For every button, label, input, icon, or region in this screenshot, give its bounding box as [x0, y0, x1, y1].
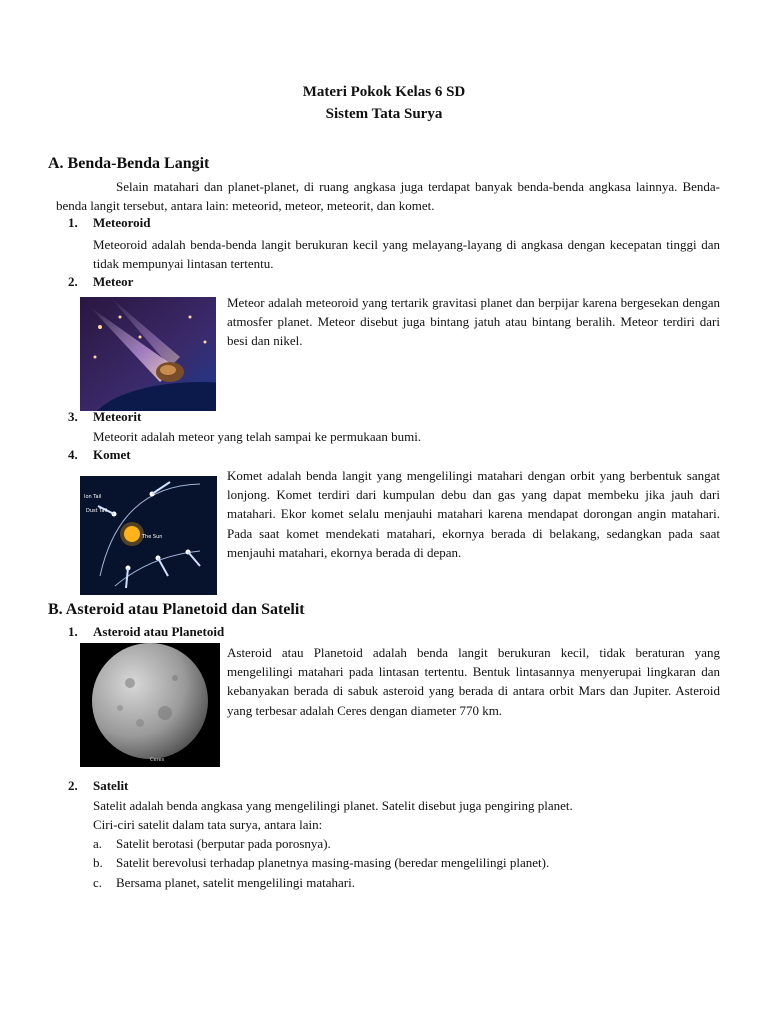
list-letter: a. — [93, 836, 103, 851]
asteroid-text: Asteroid atau Planetoid adalah benda langit berukuran kecil, tidak beraturan yang mengelilingi matahari pada lintasan tertentu. Bentuk lintasannya menyerupai lingkaran dan kebanyakan berada di sabuk asteroid yang berada di antara orbit Mars dan Jupiter. Asteroid yang terbesar adalah Ceres dengan diameter 770 km. — [227, 645, 720, 718]
item-number: 2. — [68, 274, 78, 289]
meteoroid-text: Meteoroid adalah benda-benda langit berukuran kecil yang melayang-layang di angkasa dengan kecepatan tinggi dan tidak mempunyai lintasan tertentu. — [93, 237, 720, 272]
item-title-meteoroid: Meteoroid — [93, 215, 151, 230]
item-number: 2. — [68, 778, 78, 793]
item-title-asteroid: Asteroid atau Planetoid — [93, 624, 225, 639]
list-letter: b. — [93, 855, 103, 870]
satelit-text: Satelit adalah benda angkasa yang mengelilingi planet. Satelit disebut juga pengiring planet. — [93, 798, 573, 813]
list-item: Bersama planet, satelit mengelilingi matahari. — [116, 875, 355, 890]
meteor-text: Meteor adalah meteoroid yang tertarik gravitasi planet dan berpijar karena bergesekan dengan atmosfer planet. Meteor disebut juga bintang jatuh atau bintang beralih. Meteor terdiri dari besi dan nikel. — [227, 295, 720, 349]
meteor-image — [80, 297, 216, 411]
item-number: 3. — [68, 409, 78, 424]
doc-subtitle: Sistem Tata Surya — [325, 106, 443, 122]
list-letter: c. — [93, 875, 103, 890]
section-b-heading: B. Asteroid atau Planetoid dan Satelit — [48, 601, 305, 618]
doc-title: Materi Pokok Kelas 6 SD — [302, 84, 466, 100]
item-number: 1. — [68, 215, 78, 230]
komet-text: Komet adalah benda langit yang mengelilingi matahari dengan orbit yang berbentuk sangat lonjong. Komet terdiri dari kumpulan debu dan gas yang dapat membeku jika jauh dari matahari. Ekor komet selalu menjauhi matahari karena mendapat dorongan angin matahari. Pada saat komet mendekati matahari, ekornya berada di belakang, sedangkan pada saat menjauhi matahari, ekornya berada di depan. — [227, 468, 720, 560]
item-number: 4. — [68, 447, 78, 462]
comet-diagram-image — [80, 476, 217, 595]
meteorit-text: Meteorit adalah meteor yang telah sampai ke permukaan bumi. — [93, 429, 422, 444]
section-a-heading: A. Benda-Benda Langit — [48, 155, 210, 172]
asteroid-ceres-image — [80, 643, 220, 767]
comet-dust-tail-label: Dust Tail — [86, 508, 108, 514]
item-title-satelit: Satelit — [93, 778, 129, 793]
item-title-meteorit: Meteorit — [93, 409, 142, 424]
item-number: 1. — [68, 624, 78, 639]
item-title-komet: Komet — [93, 447, 131, 462]
satelit-list-intro: Ciri-ciri satelit dalam tata surya, antara lain: — [93, 817, 323, 832]
ceres-caption: Ceres — [150, 757, 165, 763]
comet-ion-tail-label: Ion Tail — [84, 494, 102, 500]
comet-sun-label: The Sun — [142, 534, 163, 540]
item-title-meteor: Meteor — [93, 274, 134, 289]
list-item: Satelit berotasi (berputar pada porosnya). — [116, 836, 331, 851]
list-item: Satelit berevolusi terhadap planetnya masing-masing (beredar mengelilingi planet). — [116, 855, 550, 870]
section-a-intro: Selain matahari dan planet-planet, di ruang angkasa juga terdapat banyak benda-benda angkasa lainnya. Benda-benda langit tersebut, antara lain: meteorid, meteor, meteorit, dan komet. — [56, 179, 720, 214]
